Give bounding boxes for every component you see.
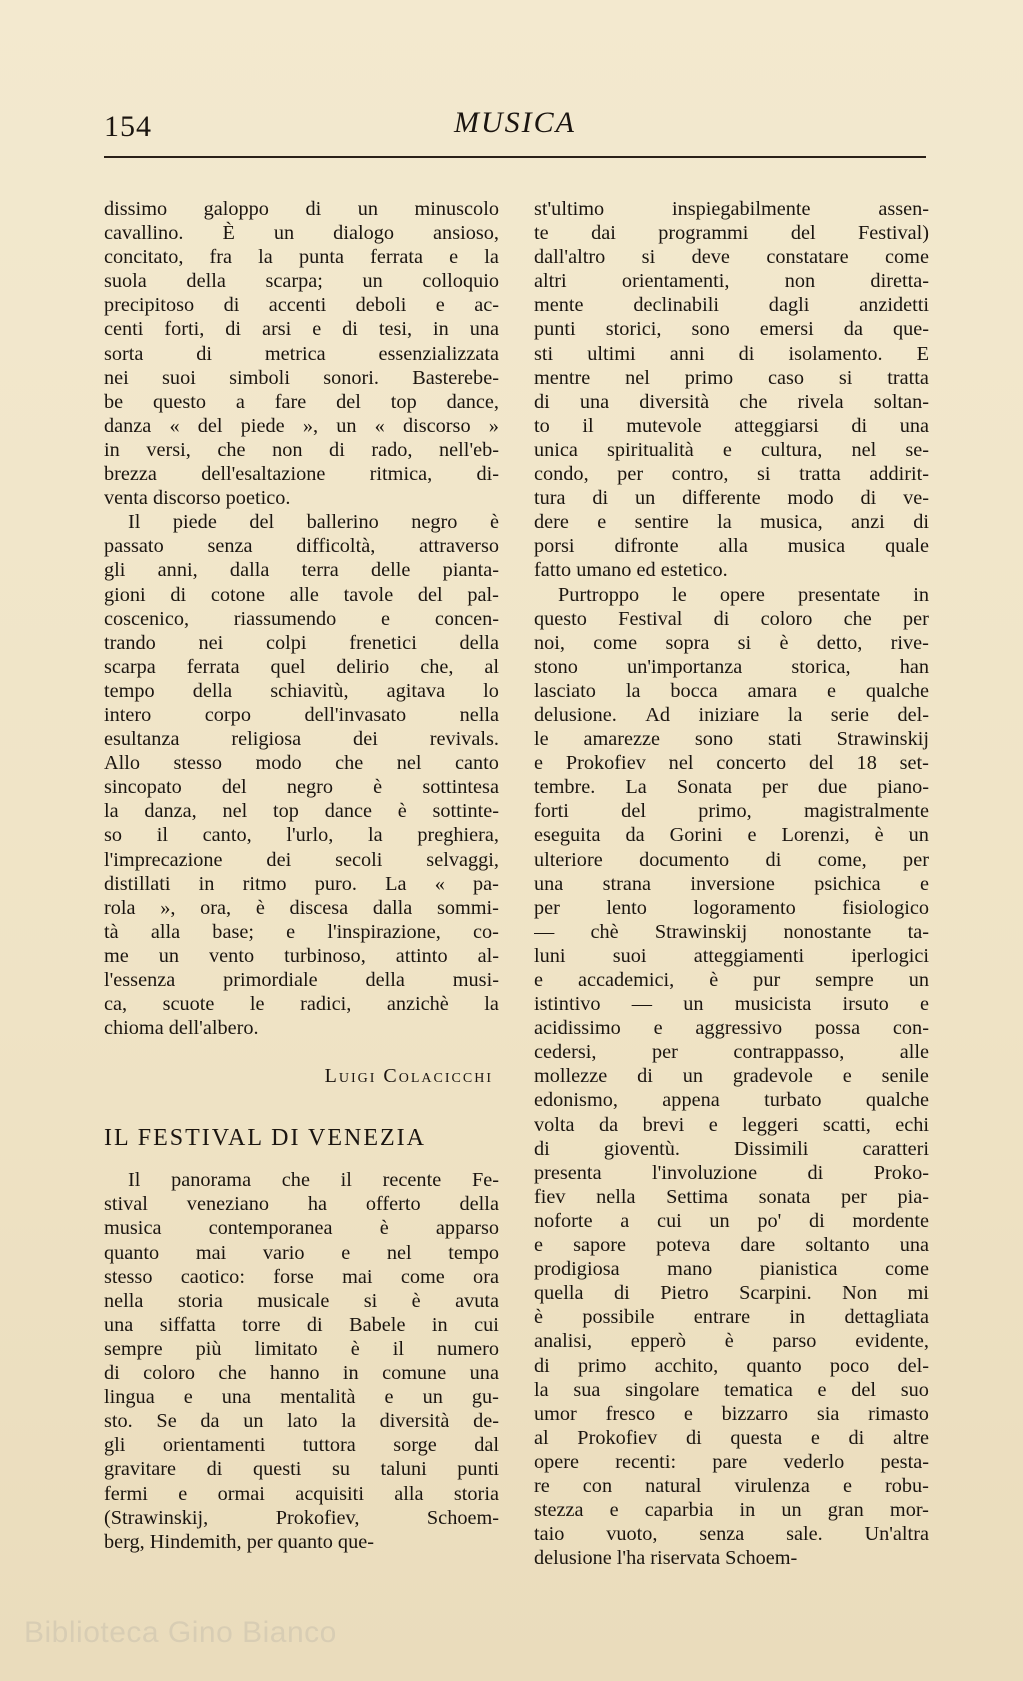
text-line: stesso caotico: forse mai come ora (104, 1265, 499, 1288)
text-line: dere e sentire la musica, anzi di (534, 511, 929, 534)
right-paragraph1 (534, 197, 929, 583)
page-header (104, 104, 926, 150)
text-line: gravitare di questi su taluni punti (104, 1458, 499, 1481)
text-line: precipitoso di accenti deboli e ac- (104, 294, 499, 317)
running-title: MUSICA (454, 106, 576, 139)
text-line: tura di un differente modo di ve- (534, 487, 929, 510)
text-line: unica spiritualità e cultura, nel se- (534, 438, 929, 461)
text-line: questo Festival di coloro che per (534, 607, 929, 630)
text-line: lasciato la bocca amara e qualche (534, 679, 929, 702)
text-line: una siffatta torre di Babele in cui (104, 1313, 499, 1336)
text-line: st'ultimo inspiegabilmente assen- (534, 198, 929, 220)
text-line: (Strawinskij, Prokofiev, Schoem- (104, 1506, 499, 1529)
text-line: distillati in ritmo puro. La « pa- (104, 872, 499, 895)
text-line: rola », ora, è discesa dalla sommi- (104, 896, 499, 919)
text-line: chioma dell'albero. (104, 1017, 259, 1040)
text-line: taio vuoto, senza sale. Un'altra (534, 1523, 929, 1546)
text-line: volta da brevi e leggeri scatti, echi (534, 1113, 929, 1136)
text-line: porsi difronte alla musica quale (534, 535, 929, 558)
text-line: me un vento turbinoso, attinto al- (104, 944, 499, 967)
text-line: stival veneziano ha offerto della (104, 1193, 499, 1216)
text-line: eseguita da Gorini e Lorenzi, è un (534, 824, 929, 847)
left-column (104, 197, 499, 1554)
section-heading: IL FESTIVAL DI VENEZIA (104, 1125, 426, 1152)
text-line: umor fresco e bizzarro sia rimasto (534, 1402, 929, 1425)
text-line: Il panorama che il recente Fe- (128, 1169, 499, 1192)
text-line: noforte a cui un po' di mordente (534, 1209, 929, 1232)
text-line: Il piede del ballerino negro è (128, 511, 499, 534)
text-line: brezza dell'esaltazione ritmica, di- (104, 463, 499, 486)
text-line: suola della scarpa; un colloquio (104, 270, 499, 293)
watermark: Biblioteca Gino Bianco (24, 1616, 337, 1649)
text-line: centi forti, di arsi e di tesi, in una (104, 318, 499, 341)
text-line: sempre più limitato è il numero (104, 1337, 499, 1360)
text-line: altri orientamenti, non diretta- (534, 270, 929, 293)
text-line: quanto mai vario e nel tempo (104, 1241, 499, 1264)
spacer (104, 1094, 499, 1118)
page-number: 154 (104, 110, 152, 143)
text-line: scarpa ferrata quel delirio che, al (104, 655, 499, 678)
text-line: per lento logoramento fisiologico (534, 896, 929, 919)
text-line: sorta di metrica essenzializzata (104, 342, 499, 365)
text-line: cavallino. È un dialogo ansioso, (104, 222, 499, 245)
text-line: te dai programmi del Festival) (534, 222, 929, 245)
text-line: coscenico, riassumendo e concen- (104, 607, 499, 630)
text-line: lingua e una mentalità e un gu- (104, 1386, 499, 1409)
text-line: forti del primo, magistralmente (534, 800, 929, 823)
text-line: mollezze di un gradevole e senile (534, 1065, 929, 1088)
header-rule (104, 156, 926, 158)
text-line: delusione l'ha riservata Schoem- (534, 1547, 798, 1570)
text-line: di coloro che hanno in comune una (104, 1362, 499, 1385)
text-line: so il canto, l'urlo, la preghiera, (104, 824, 499, 847)
spacer (104, 1040, 499, 1064)
text-line: stezza e caparbia in un gran mor- (534, 1499, 929, 1522)
text-line: analisi, epperò è parso evidente, (534, 1330, 929, 1353)
text-line: l'imprecazione dei secoli selvaggi, (104, 848, 499, 871)
text-line: opere recenti: pare vederlo pesta- (534, 1450, 929, 1473)
text-line: trando nei colpi frenetici della (104, 631, 499, 654)
text-line: tà alla base; e l'inspirazione, co- (104, 920, 499, 943)
text-line: intero corpo dell'invasato nella (104, 703, 499, 726)
text-line: be questo a fare del top dance, (104, 390, 499, 413)
text-line: e Prokofiev nel concerto del 18 set- (534, 752, 929, 775)
text-line: delusione. Ad iniziare la serie del- (534, 703, 929, 726)
text-line: la danza, nel top dance è sottinte- (104, 800, 499, 823)
text-line: è possibile entrare in dettagliata (534, 1306, 929, 1329)
text-line: condo, per contro, si tratta addirit- (534, 463, 929, 486)
spacer (104, 1158, 499, 1168)
text-line: e accademici, è pur sempre un (534, 969, 929, 991)
text-line: dall'altro si deve constatare come (534, 246, 929, 269)
text-line: nella storia musicale si è avuta (104, 1289, 499, 1312)
text-line: nei suoi simboli sonori. Basterebe- (104, 366, 499, 389)
text-line: di gioventù. Dissimili caratteri (534, 1137, 929, 1160)
text-line: passato senza difficoltà, attraverso (104, 535, 499, 558)
text-line: di primo acchito, quanto poco del- (534, 1354, 929, 1377)
text-line: mente declinabili dagli anzidetti (534, 294, 929, 317)
text-line: gli orientamenti tuttora sorge dal (104, 1434, 499, 1457)
text-line: to il mutevole atteggiarsi di una (534, 414, 929, 437)
text-line: ca, scuote le radici, anzichè la (104, 993, 499, 1016)
text-line: e sapore poteva dare soltanto una (534, 1234, 929, 1257)
text-line: — chè Strawinskij nonostante ta- (534, 920, 929, 943)
text-line: le amarezze sono stati Strawinskij (534, 728, 929, 751)
text-line: esultanza religiosa dei revivals. (104, 728, 499, 751)
text-line: sincopato del negro è sottintesa (104, 776, 499, 799)
article1-paragraph2 (104, 510, 499, 1040)
text-line: gli anni, dalla terra delle pianta- (104, 559, 499, 582)
text-line: di una diversità che rivela soltan- (534, 390, 929, 413)
article2-text (104, 1168, 499, 1554)
text-line: danza « del piede », un « discorso » (104, 414, 499, 437)
text-line: la sua singolare tematica e del suo (534, 1378, 929, 1401)
text-line: berg, Hindemith, per quanto que- (104, 1530, 374, 1553)
text-line: quella di Pietro Scarpini. Non mi (534, 1282, 929, 1305)
text-line: Allo stesso modo che nel canto (104, 752, 499, 775)
text-line: re con natural virulenza e robu- (534, 1474, 929, 1497)
text-line: acidissimo e aggressivo possa con- (534, 1017, 929, 1040)
text-line: presenta l'involuzione di Proko- (534, 1161, 929, 1184)
text-line: luni suoi atteggiamenti iperlogici (534, 944, 929, 967)
text-line: sti ultimi anni di isolamento. E (534, 342, 929, 365)
text-line: fatto umano ed estetico. (534, 559, 728, 582)
text-line: prodigiosa mano pianistica come (534, 1258, 929, 1281)
text-line: concitato, fra la punta ferrata e la (104, 246, 499, 269)
text-line: sto. Se da un lato la diversità de- (104, 1410, 499, 1433)
text-line: fermi e ormai acquisiti alla storia (104, 1482, 499, 1505)
article1-text (104, 197, 499, 510)
text-line: in versi, che non di rado, nell'eb- (104, 438, 499, 461)
text-line: mentre nel primo caso si tratta (534, 366, 929, 389)
author-signature: Luigi Colacicchi (324, 1065, 493, 1088)
right-column (534, 197, 929, 1570)
right-paragraph2 (534, 583, 929, 1571)
text-line: gioni di cotone alle tavole del pal- (104, 583, 499, 606)
text-line: venta discorso poetico. (104, 487, 291, 510)
text-line: al Prokofiev di questa e di altre (534, 1426, 929, 1449)
text-line: una strana inversione psichica e (534, 872, 929, 895)
text-line: istintivo — un musicista irsuto e (534, 993, 929, 1016)
text-line: fiev nella Settima sonata per pia- (534, 1185, 929, 1208)
text-line: edonismo, appena turbato qualche (534, 1089, 929, 1112)
text-line: punti storici, sono emersi da que- (534, 318, 929, 341)
text-line: tempo della schiavitù, agitava lo (104, 679, 499, 702)
text-line: dissimo galoppo di un minuscolo (104, 198, 499, 220)
text-line: l'essenza primordiale della musi- (104, 969, 499, 991)
text-line: noi, come sopra si è detto, rive- (534, 631, 929, 654)
text-line: cedersi, per contrappasso, alle (534, 1041, 929, 1064)
text-line: Purtroppo le opere presentate in (558, 583, 929, 606)
text-line: stono un'importanza storica, han (534, 655, 929, 678)
text-line: musica contemporanea è apparso (104, 1217, 499, 1240)
text-line: ulteriore documento di come, per (534, 848, 929, 871)
text-line: tembre. La Sonata per due piano- (534, 776, 929, 799)
